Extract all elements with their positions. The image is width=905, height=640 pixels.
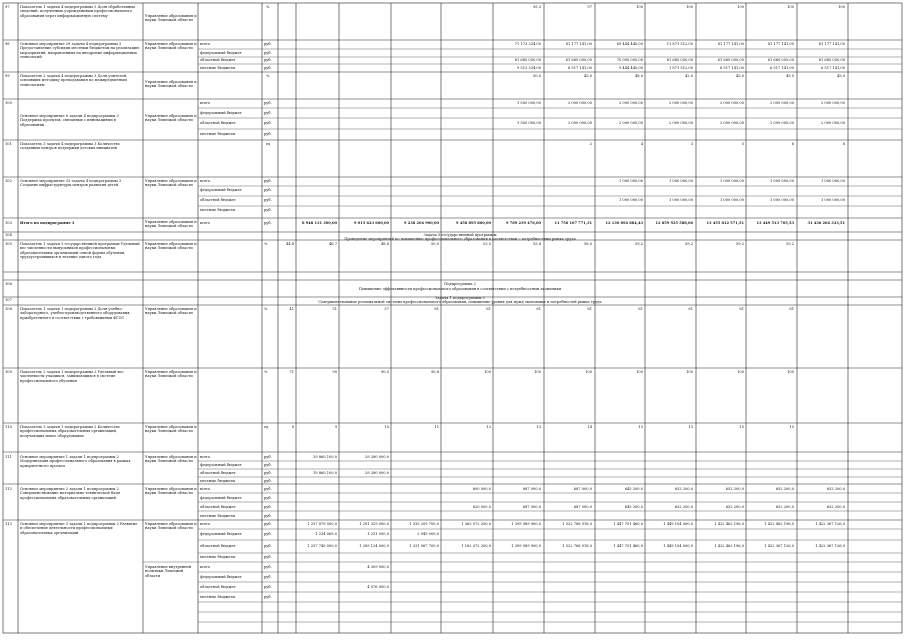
row-number: 107 xyxy=(5,298,12,302)
unit-cell: ед xyxy=(266,142,271,146)
fund-total-label: всего xyxy=(200,455,211,459)
value-cell: 100 xyxy=(636,370,643,374)
row-number: 103 xyxy=(5,221,12,225)
value-cell: 2 000 000,00 xyxy=(618,101,643,105)
value-cell: 1 522 768 918,0 xyxy=(562,522,592,526)
value-cell: 71 xyxy=(289,370,294,374)
row-number: 110 xyxy=(5,425,12,429)
value-cell: 4 976 000,0 xyxy=(367,585,389,589)
fund-total-label: всего xyxy=(200,101,211,105)
unit-cell: руб. xyxy=(264,208,272,212)
fund-regional-label: областной бюджет xyxy=(200,58,236,62)
value-cell: 6 517 141,00 xyxy=(769,66,794,70)
value-cell: 2 000 000,00 xyxy=(567,121,592,125)
value-cell: 1 289 124 000,0 xyxy=(359,544,389,548)
value-cell: 9 458 895 800,00 xyxy=(455,221,491,225)
value-cell: 1 291 329 000,0 xyxy=(359,522,389,526)
value-cell: 100 xyxy=(484,370,491,374)
value-cell: 90 xyxy=(332,370,337,374)
value-cell: 2 000 000,00 xyxy=(567,101,592,105)
unit-cell: руб. xyxy=(264,496,272,500)
value-cell: 1 500 000,00 xyxy=(516,121,541,125)
value-cell: 2 000 000,00 xyxy=(820,121,845,125)
value-cell: 55,8 xyxy=(532,242,541,246)
value-cell: 100 xyxy=(534,370,541,374)
unit-cell: руб. xyxy=(264,555,272,559)
value-cell: 1 522 768 918,0 xyxy=(562,544,592,548)
fund-total-label: всего xyxy=(200,42,211,46)
row-number: 106 xyxy=(5,282,12,286)
section-caption: Задача 5 государственной программы xyxy=(423,233,497,237)
value-cell: 90,5 xyxy=(380,370,389,374)
fund-local-label: местные бюджеты xyxy=(200,479,236,483)
value-cell: 2 949 000,0 xyxy=(417,532,439,536)
unit-cell: руб. xyxy=(264,179,272,183)
row-number: 98 xyxy=(5,42,10,46)
row-name: Показатель 2 задачи 4 подпрограммы 3 Доля учителей, освоивших методику преподавания по межпредметным технологиям xyxy=(20,74,128,87)
value-cell: 97 xyxy=(587,5,592,9)
value-cell: 687 000,0 xyxy=(522,487,541,491)
row-number: 101 xyxy=(5,142,12,146)
row-number: 100 xyxy=(5,101,12,105)
value-cell: 620 000,0 xyxy=(472,505,491,509)
unit-cell: руб. xyxy=(264,111,272,115)
fund-federal-label: федеральный бюджет xyxy=(200,496,242,500)
row-number: 111 xyxy=(5,455,12,459)
section-subtitle: Совершенствование региональной системы профессионального образования, повышение уровня для нужд экономики и потребностей рынка труда xyxy=(318,300,602,304)
row-executor: Управление образования и науки Липецкой области xyxy=(145,487,197,496)
value-cell: 59,2 xyxy=(634,242,643,246)
value-cell: 61 xyxy=(688,307,693,311)
value-cell: 652 200,0 xyxy=(775,487,794,491)
value-cell: 42,0 xyxy=(684,74,693,78)
value-cell: 61 660 000,00 xyxy=(666,58,693,62)
row-number: 104 xyxy=(5,233,12,237)
value-cell: 6 517 141,00 xyxy=(567,66,592,70)
row-name: Итого по подпрограмме 3 xyxy=(20,221,75,225)
value-cell: 48,0 xyxy=(634,74,643,78)
fund-federal-label: федеральный бюджет xyxy=(200,111,242,115)
value-cell: 81 177 141,00 xyxy=(767,42,794,46)
unit-cell: руб. xyxy=(264,198,272,202)
unit-cell: руб. xyxy=(264,455,272,459)
row-executor: Управление образования и науки Липецкой области xyxy=(145,425,197,434)
value-cell: 2 xyxy=(589,142,592,146)
row-number: 97 xyxy=(5,5,10,9)
row-name: Основное мероприятие 2 задачи 1 подпрограммы 2 Совершенствование материально-технической базы профессиональных образовательных организаций xyxy=(20,487,121,500)
value-cell: 100 xyxy=(737,370,744,374)
fund-local-label: местные бюджеты xyxy=(200,132,236,136)
value-cell: 59,2 xyxy=(735,242,744,246)
value-cell: 1 000 000,00 xyxy=(719,179,744,183)
value-cell: 1 231 000,0 xyxy=(367,532,389,536)
value-cell: 100 xyxy=(686,5,693,9)
value-cell: 12 130 894 884,43 xyxy=(605,221,643,225)
value-cell: 45,0 xyxy=(735,74,744,78)
value-cell: 100 xyxy=(585,370,592,374)
value-cell: 1 000 000,00 xyxy=(719,198,744,202)
value-cell: 1 447 701 460,0 xyxy=(613,522,643,526)
value-cell: 70 000 000,00 xyxy=(616,58,643,62)
value-cell: 10 xyxy=(384,425,389,429)
row-name: Показатель 3 задачи 1 подпрограммы 2 Количество профессиональных образовательных организаций, получающих новое оборудование xyxy=(20,425,120,438)
value-cell: 1 422 367 126,0 xyxy=(815,522,845,526)
value-cell: 59,2 xyxy=(785,242,794,246)
value-cell: 15 xyxy=(638,425,643,429)
fund-regional-label: областной бюджет xyxy=(200,198,236,202)
value-cell: 652 200,0 xyxy=(725,505,744,509)
value-cell: 81 177 141,00 xyxy=(565,42,592,46)
value-cell: 15 xyxy=(739,425,744,429)
value-cell: 652 200,0 xyxy=(674,505,693,509)
value-cell: 100 xyxy=(787,370,794,374)
value-cell: 41 xyxy=(289,307,294,311)
unit-cell: % xyxy=(264,307,268,311)
row-executor: Управление образования и науки Липецкой области xyxy=(145,242,197,251)
value-cell: 6 xyxy=(791,142,794,146)
fund-regional-label: областной бюджет xyxy=(200,585,236,589)
value-cell: 9 444 440,00 xyxy=(618,66,643,70)
value-cell: 61 xyxy=(434,307,439,311)
unit-cell: руб. xyxy=(264,132,272,136)
value-cell: 5 xyxy=(741,142,744,146)
value-cell: 1 000 000,00 xyxy=(668,198,693,202)
value-cell: 44,8 xyxy=(285,242,294,246)
row-number: 113 xyxy=(5,522,12,526)
row-name: Основное мероприятие 3 задачи 1 подпрограммы 2 Развитие и обеспечение деятельности профессиональных образовательных организаций xyxy=(20,522,138,535)
value-cell: 46,7 xyxy=(328,242,337,246)
value-cell: 6 517 141,00 xyxy=(719,66,744,70)
value-cell: 1 447 701 460,0 xyxy=(613,544,643,548)
value-cell: 9 769 239 476,00 xyxy=(505,221,541,225)
value-cell: 1 331 967 700,0 xyxy=(409,544,439,548)
value-cell: 9 xyxy=(334,425,337,429)
unit-cell: % xyxy=(266,5,270,9)
unit-cell: руб. xyxy=(264,471,272,475)
value-cell: 61 xyxy=(536,307,541,311)
value-cell: 11 756 107 771,31 xyxy=(554,221,592,225)
value-cell: 1 162 072 200,0 xyxy=(461,544,491,548)
value-cell: 50,0 xyxy=(532,74,541,78)
section-caption: Подпрограмма 2 xyxy=(444,282,476,286)
value-cell: 1 335 209 700,0 xyxy=(409,522,439,526)
value-cell: 13 455 812 571,51 xyxy=(706,221,744,225)
fund-total-label: всего xyxy=(200,565,211,569)
value-cell: 69 444 440,00 xyxy=(616,42,643,46)
value-cell: 1 399 989 900,0 xyxy=(511,544,541,548)
value-cell: 600 000,0 xyxy=(472,487,491,491)
value-cell: 1 399 989 900,0 xyxy=(511,522,541,526)
value-cell: 2 000 000,00 xyxy=(719,121,744,125)
value-cell: 9 513 334,00 xyxy=(516,66,541,70)
unit-cell: руб. xyxy=(264,479,272,483)
row-name: Показатель 1 задачи 1 подпрограммы 2 Доля учебно-лабораторного, учебно-производственного оборудования, приобретенного в соответствии с требованиями ФГОС xyxy=(20,307,131,320)
row-number: 108 xyxy=(5,307,12,311)
value-cell: 58,0 xyxy=(583,242,592,246)
row-number: 109 xyxy=(5,370,12,374)
section-caption: Задача 1 подпрограммы 2 xyxy=(435,296,485,300)
unit-cell: руб. xyxy=(264,221,272,225)
fund-local-label: местные бюджеты xyxy=(200,555,236,559)
section-subtitle: Повышение эффективности профессионального образования в соответствии с потребностями экономики xyxy=(358,287,562,291)
unit-cell: руб. xyxy=(264,463,272,467)
unit-cell: руб. xyxy=(264,514,272,518)
value-cell: 645 200,0 xyxy=(624,487,643,491)
fund-federal-label: федеральный бюджет xyxy=(200,51,242,55)
unit-cell: руб. xyxy=(264,522,272,526)
unit-cell: руб. xyxy=(264,595,272,599)
row-executor: Управление образования и науки Липецкой области xyxy=(145,114,197,123)
value-cell: 1 000 000,00 xyxy=(618,179,643,183)
unit-cell: руб. xyxy=(264,544,272,548)
row-executor: Управление образования и науки Липецкой области xyxy=(145,455,197,464)
value-cell: 1 000 000,00 xyxy=(820,179,845,183)
value-cell: 1 362 072 200,0 xyxy=(461,522,491,526)
row-name: Основное мероприятие 33 задачи 4 подпрограммы 3 Создание инфраструктуры центров развития детей xyxy=(20,179,122,188)
value-cell: 1 234 069,0 xyxy=(315,532,337,536)
value-cell: 2 000 000,00 xyxy=(820,101,845,105)
value-cell: 57 xyxy=(384,307,389,311)
fund-total-label: всего xyxy=(200,221,211,225)
value-cell: 48,8 xyxy=(380,242,389,246)
fund-federal-label: федеральный бюджет xyxy=(200,532,242,536)
value-cell: 90,8 xyxy=(430,370,439,374)
value-cell: 1 422 462 196,0 xyxy=(764,522,794,526)
value-cell: 61 660 000,00 xyxy=(514,58,541,62)
row-name: Показатель 1 задачи 4 подпрограммы 3 Доля обработанных сведений, полученных учреждениями профессионального образования через информационную систему xyxy=(20,5,136,18)
row-executor-2: Управление внутренней политики Липецкой области xyxy=(145,565,192,578)
value-cell: 81 177 141,00 xyxy=(818,42,845,46)
value-cell: 53,5 xyxy=(482,242,491,246)
value-cell: 51 xyxy=(332,307,337,311)
fund-regional-label: областной бюджет xyxy=(200,505,236,509)
value-cell: 1 422 462 196,0 xyxy=(714,544,744,548)
unit-cell: % xyxy=(266,74,270,78)
fund-federal-label: федеральный бюджет xyxy=(200,575,242,579)
fund-federal-label: федеральный бюджет xyxy=(200,463,242,467)
value-cell: 4 309 000,0 xyxy=(367,565,389,569)
value-cell: 1 449 104 000,0 xyxy=(663,544,693,548)
value-cell: 100 xyxy=(737,5,744,9)
unit-cell: руб. xyxy=(264,121,272,125)
unit-cell: руб. xyxy=(264,575,272,579)
unit-cell: руб. xyxy=(264,532,272,536)
unit-cell: руб. xyxy=(264,487,272,491)
unit-cell: руб. xyxy=(264,585,272,589)
fund-total-label: всего xyxy=(200,487,211,491)
value-cell: 6 xyxy=(842,142,845,146)
value-cell: 2 000 000,00 xyxy=(668,121,693,125)
value-cell: 14 xyxy=(587,425,592,429)
value-cell: 100 xyxy=(686,370,693,374)
value-cell: 11 871 512,00 xyxy=(666,42,693,46)
value-cell: 100 xyxy=(838,5,845,9)
value-cell: 1 000 000,00 xyxy=(769,179,794,183)
section-subtitle: Проведение мероприятий по повышению профессионального образования в соответствии с потребностями рынка труда xyxy=(344,237,576,241)
value-cell: 2 000 000,00 xyxy=(719,101,744,105)
row-name: Показатель 3 задачи 4 подпрограммы 3 Количество созданных центров поддержки детских инициатив xyxy=(20,142,120,151)
row-number: 112 xyxy=(5,487,12,491)
row-executor: Управление образования и науки Липецкой области xyxy=(145,220,197,229)
value-cell: 45,0 xyxy=(836,74,845,78)
unit-cell: руб. xyxy=(264,505,272,509)
value-cell: 687 000,0 xyxy=(573,505,592,509)
row-number: 105 xyxy=(5,242,12,246)
value-cell: 29 280 000,0 xyxy=(364,471,389,475)
value-cell: 61 xyxy=(789,307,794,311)
value-cell: 13 449 513 705,53 xyxy=(756,221,794,225)
value-cell: 61 xyxy=(638,307,643,311)
value-cell: 61 660 000,00 xyxy=(818,58,845,62)
value-cell: 29 280 000,0 xyxy=(364,455,389,459)
value-cell: 61 xyxy=(587,307,592,311)
fund-local-label: местные бюджеты xyxy=(200,208,236,212)
value-cell: 1 449 104 000,0 xyxy=(663,522,693,526)
row-executor: Управление образования и науки Липецкой области xyxy=(145,14,197,23)
value-cell: 19 860 100,0 xyxy=(312,471,337,475)
value-cell: 6 517 141,00 xyxy=(820,66,845,70)
row-name: Показатель 2 задачи 1 подпрограммы 2 Удельный вес численности учащихся, занимающихся в системе профессионального обучения xyxy=(20,370,124,383)
value-cell: 61 660 000,00 xyxy=(565,58,592,62)
value-cell: 2 000 000,00 xyxy=(769,121,794,125)
value-cell: 4 xyxy=(640,142,643,146)
value-cell: 2 000 000,00 xyxy=(769,101,794,105)
fund-total-label: всего xyxy=(200,522,211,526)
value-cell: 12 xyxy=(486,425,491,429)
value-cell: 1 000 000,00 xyxy=(820,198,845,202)
row-name: Основное мероприятие 1 задачи 1 подпрограммы 2 Модернизация профессионального образования в рамках приоритетного проекта xyxy=(20,455,131,468)
value-cell: 61 xyxy=(486,307,491,311)
value-cell: 81 177 141,00 xyxy=(717,42,744,46)
row-number: 102 xyxy=(5,179,12,183)
unit-cell: ед xyxy=(264,425,269,429)
value-cell: 11 xyxy=(434,425,439,429)
value-cell: 71 173 334,00 xyxy=(514,42,541,46)
value-cell: 652 200,0 xyxy=(826,487,845,491)
value-cell: 652 200,0 xyxy=(674,487,693,491)
fund-federal-label: федеральный бюджет xyxy=(200,188,242,192)
unit-cell: руб. xyxy=(264,51,272,55)
unit-cell: % xyxy=(264,370,268,374)
value-cell: 652 200,0 xyxy=(725,487,744,491)
value-cell: 1 422 367 126,0 xyxy=(764,544,794,548)
fund-local-label: местные бюджеты xyxy=(200,595,236,599)
value-cell: 3 xyxy=(690,142,693,146)
value-cell: 12 859 925 588,06 xyxy=(655,221,693,225)
value-cell: 59,2 xyxy=(684,242,693,246)
value-cell: 45,0 xyxy=(583,74,592,78)
value-cell: 1 500 000,00 xyxy=(516,101,541,105)
row-name: Основное мероприятие 29 задачи 4 подпрограммы 3 Предоставление субсидии местным бюджетам на реализацию мероприятий, направленных на внедрение информационных технологий xyxy=(20,42,140,59)
value-cell: 687 000,0 xyxy=(522,505,541,509)
row-executor: Управление образования и науки Липецкой области xyxy=(145,42,197,51)
value-cell: 687 000,0 xyxy=(573,487,592,491)
value-cell: 2 000 000,00 xyxy=(668,101,693,105)
value-cell: 2 000 000,00 xyxy=(618,121,643,125)
value-cell: 31 436 204 333,51 xyxy=(807,221,845,225)
value-cell: 95,3 xyxy=(532,5,541,9)
value-cell: 61 xyxy=(739,307,744,311)
unit-cell: руб. xyxy=(264,66,272,70)
value-cell: 8 948 131 300,00 xyxy=(301,221,337,225)
value-cell: 13 xyxy=(536,425,541,429)
value-cell: 29 860 100,0 xyxy=(312,455,337,459)
value-cell: 9 015 623 600,00 xyxy=(353,221,389,225)
row-executor: Управление образования и науки Липецкой области xyxy=(145,179,197,188)
value-cell: 100 xyxy=(636,5,643,9)
row-name: Показатель 1 задачи 5 государственной программы Удельный вес численности выпускников профессиональных образовательных организаций очной формы обучения, трудоустроившихся в течение одного года xyxy=(20,242,140,259)
value-cell: 9 238 204 900,00 xyxy=(403,221,439,225)
value-cell: 645 200,0 xyxy=(624,505,643,509)
value-cell: 652 200,0 xyxy=(826,505,845,509)
value-cell: 15 xyxy=(688,425,693,429)
value-cell: 1 422 462 196,0 xyxy=(714,522,744,526)
fund-total-label: всего xyxy=(200,179,211,183)
row-executor: Управление образования и науки Липецкой области xyxy=(145,370,197,379)
row-executor: Управление образования и науки Липецкой области xyxy=(145,522,197,531)
value-cell: 100 xyxy=(787,5,794,9)
fund-regional-label: областной бюджет xyxy=(200,121,236,125)
fund-local-label: местные бюджеты xyxy=(200,66,236,70)
unit-cell: % xyxy=(264,242,268,246)
unit-cell: руб. xyxy=(264,188,272,192)
unit-cell: руб. xyxy=(264,58,272,62)
value-cell: 8 xyxy=(291,425,294,429)
fund-regional-label: областной бюджет xyxy=(200,544,236,548)
unit-cell: руб. xyxy=(264,42,272,46)
unit-cell: руб. xyxy=(264,101,272,105)
unit-cell: руб. xyxy=(264,565,272,569)
row-executor: Управление образования и науки Липецкой области xyxy=(145,307,197,316)
fund-regional-label: областной бюджет xyxy=(200,471,236,475)
value-cell: 1 871 512,00 xyxy=(668,66,693,70)
row-number: 99 xyxy=(5,74,10,78)
value-cell: 61 660 000,00 xyxy=(767,58,794,62)
fund-local-label: местные бюджеты xyxy=(200,514,236,518)
row-name: Основное мероприятие 6 задачи 4 подпрограммы 3 Поддержка проектов, связанных с инновациями в образовании xyxy=(20,114,119,127)
value-cell: 15 xyxy=(789,425,794,429)
value-cell: 1 000 000,00 xyxy=(618,198,643,202)
row-executor: Управление образования и науки Липецкой области xyxy=(145,80,197,89)
value-cell: 1 257 879 500,0 xyxy=(307,522,337,526)
value-cell: 1 000 000,00 xyxy=(769,198,794,202)
value-cell: 1 257 749 500,0 xyxy=(307,544,337,548)
value-cell: 45,0 xyxy=(785,74,794,78)
value-cell: 1 422 367 126,0 xyxy=(815,544,845,548)
value-cell: 50,0 xyxy=(430,242,439,246)
value-cell: 61 660 000,00 xyxy=(717,58,744,62)
value-cell: 652 200,0 xyxy=(775,505,794,509)
value-cell: 1 000 000,00 xyxy=(668,179,693,183)
